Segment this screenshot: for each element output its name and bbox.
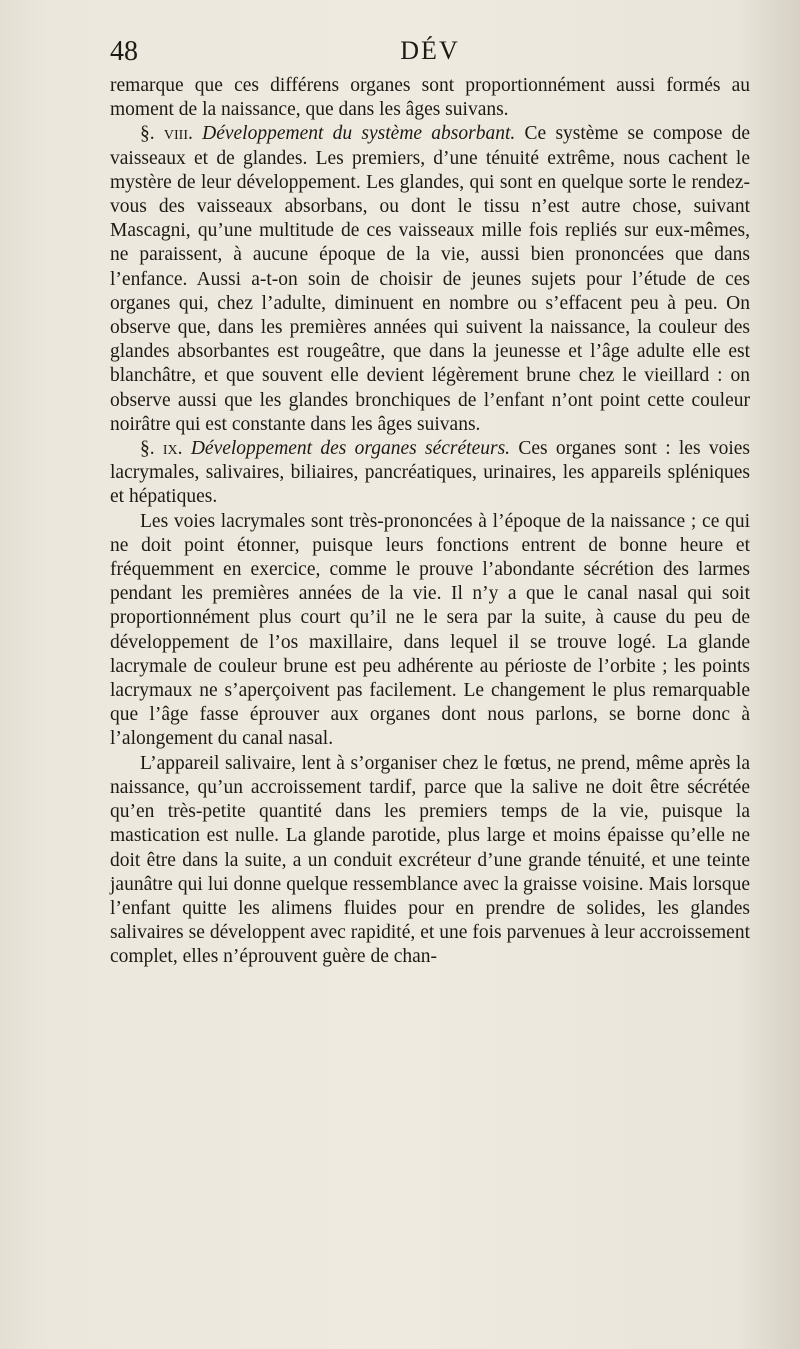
page-header — [110, 36, 750, 70]
paragraph-section-ix — [110, 437, 750, 510]
section-heading: Développement des organes sécréteurs. — [190, 438, 511, 460]
page-number: 48 — [110, 36, 138, 67]
paragraph-text: L’appareil salivaire, lent à s’organiser chez le fœtus, ne prend, même après la naissance, qu’un accroissement tardif, parce que la salive ne doit être sécrétée qu’en très-petite quantité dans les premiers temps de la vie, puisque la mastication est nulle. La glande parotide, plus large et moins épaisse qu’elle ne doit être dans la suite, a un conduit excréteur d’une grande ténuité, et une teinte jaunâtre qui lui donne quelque ressemblance avec la graisse voisine. Mais lorsque l’enfant quitte les alimens fluides pour en prendre de solides, les glandes salivaires se développent avec rapidité, et une fois parvenues à leur accroissement complet, elles n’éprouvent guère de chan- — [110, 752, 750, 968]
paragraph-text: Ces organes sont : les voies lacrymales, salivaires, biliaires, pancréatiques, urinaires, les appareils spléniques et hépatiques. — [110, 438, 750, 508]
paragraph-text: Les voies lacrymales sont très-prononcées à l’époque de la naissance ; ce qui ne doit point étonner, puisque leurs fonctions entrent de bonne heure et fréquemment en exercice, comme le prouve l’abondante sécrétion des larmes pendant les premières années de la vie. Il n’y a que le canal nasal qui soit proportionnément plus court qu’il ne le sera par la suite, à cause du peu de développement de l’os maxillaire, dans lequel il se trouve logé. La glande lacrymale de couleur brune est peu adhérente au périoste de l’orbite ; les points lacrymaux ne s’aperçoivent pas facilement. Le changement le plus remarquable que l’âge fasse éprouver aux organes dont nous parlons, se borne donc à l’alongement du canal nasal. — [110, 510, 750, 750]
paragraph-section-viii — [110, 122, 750, 437]
section-heading: Développement du système absorbant. — [202, 123, 516, 145]
running-head: DÉV — [400, 36, 460, 65]
section-number: §. viii. — [140, 123, 193, 145]
paragraph-text: Ce système se compose de vaisseaux et de glandes. Les premiers, d’une ténuité extrême, nous cachent le mystère de leur développement. Les glandes, qui sont en quelque sorte le rendez-vous des vaisseaux absorbans, ou dont le tissu n’est autre chose, suivant Mascagni, qu’une multitude de ces vaisseaux mille fois repliés sur eux-mêmes, ne paraissent, à aucune époque de la vie, aussi bien prononcées que dans l’enfance. Aussi a-t-on soin de choisir de jeunes sujets pour l’étude de ces organes qui, chez l’adulte, diminuent en nombre ou s’effacent peu à peu. On observe que, dans les premières années qui suivent la naissance, la couleur des glandes absorbantes est rougeâtre, que dans la jeunesse et l’âge adulte elle est blanchâtre, et que souvent elle devient légèrement brune chez le vieillard : on observe aussi que les glandes bronchiques de l’enfant n’ont point cette couleur noirâtre qui est constante dans les âges suivans. — [110, 123, 751, 435]
paragraph-text: remarque que ces différens organes sont proportionnément aussi formés au moment de la naissance, que dans les âges suivans. — [110, 75, 750, 121]
section-number: §. ix. — [140, 438, 183, 460]
paragraph-voies-lacrymales — [110, 510, 750, 752]
text-block — [110, 74, 750, 970]
paragraph-appareil-salivaire — [110, 752, 750, 970]
paragraph-continuation — [110, 74, 750, 122]
